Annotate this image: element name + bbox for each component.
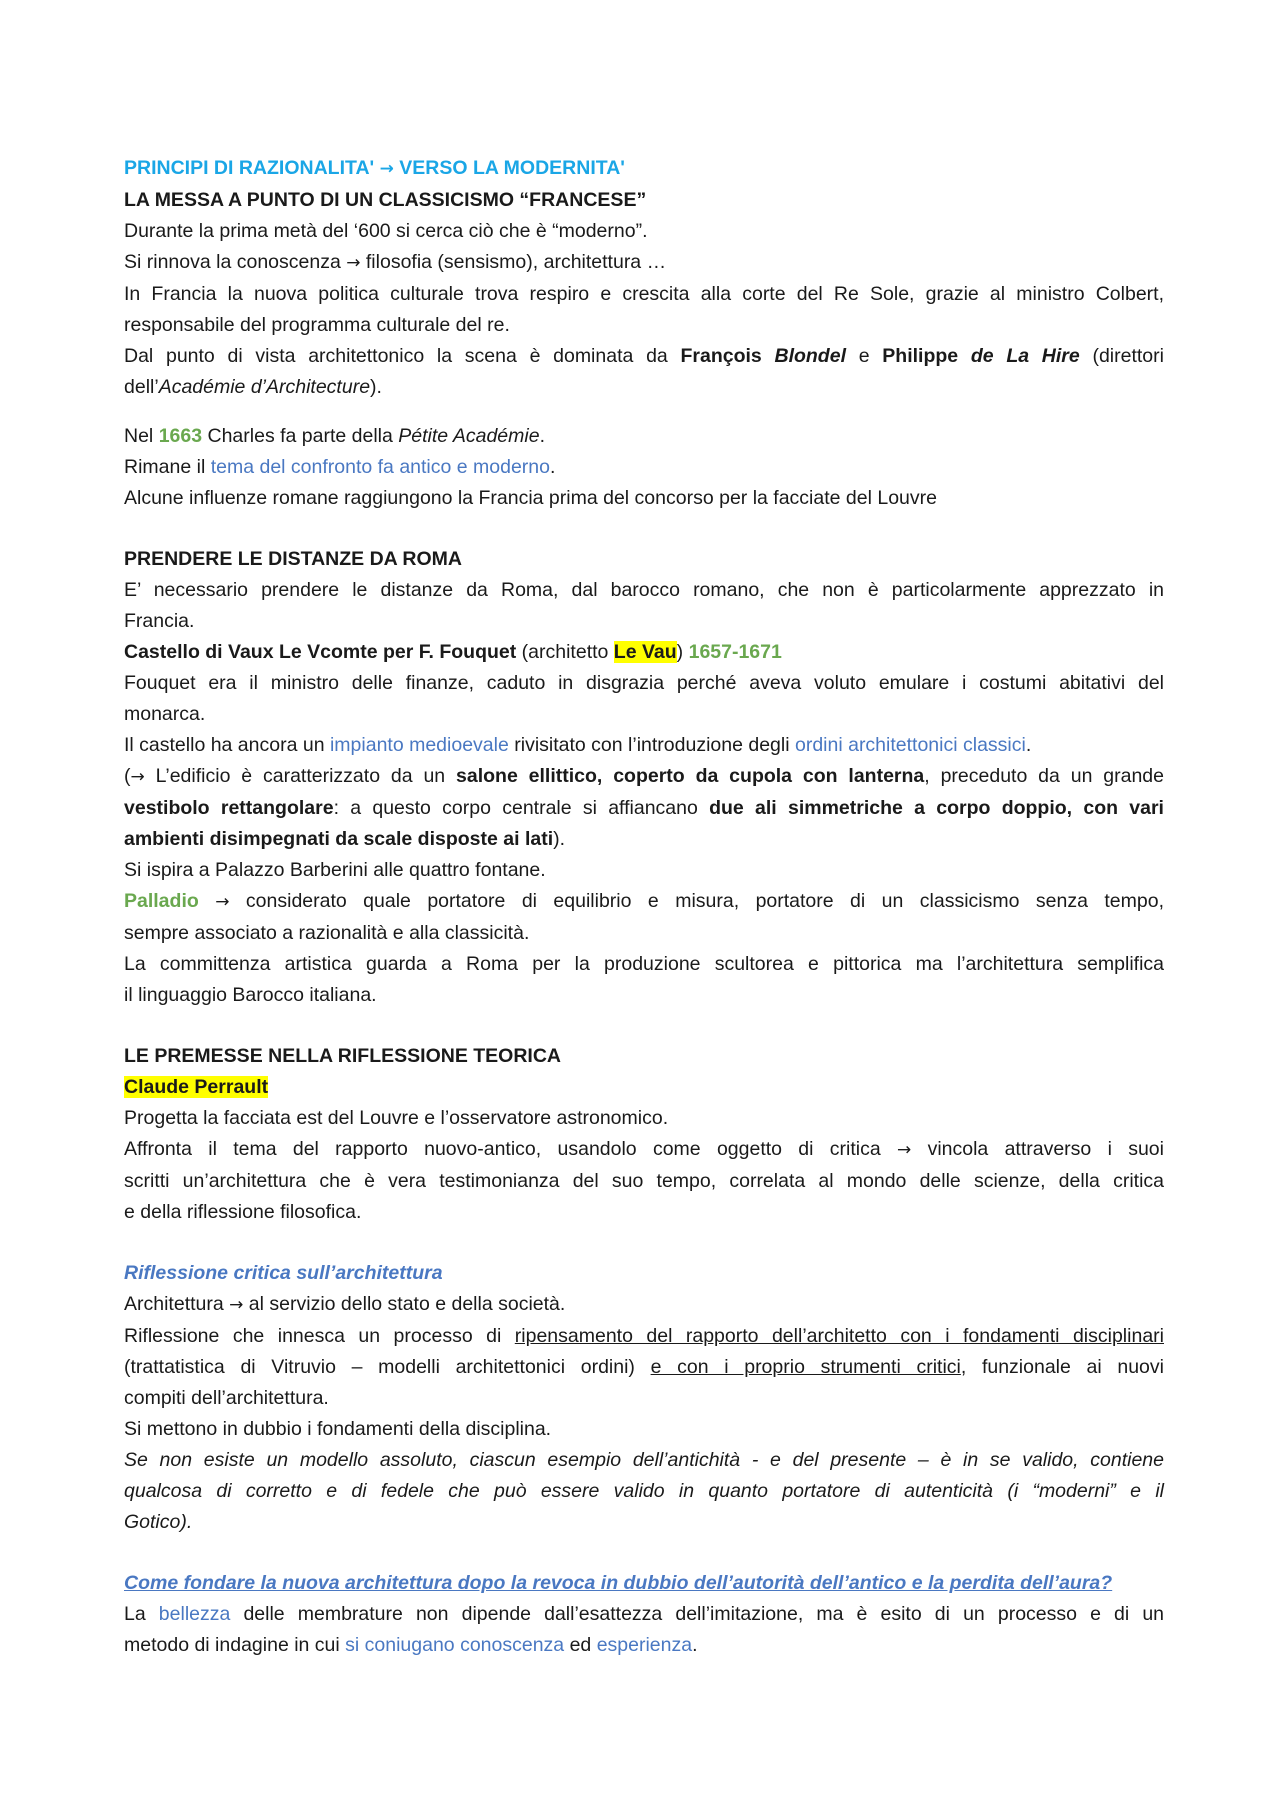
paragraph-line: Alcune influenze romane raggiungono la Francia prima del concorso per la facciate del Louvre <box>124 487 937 509</box>
heading-perrault: Claude Perrault <box>124 1076 269 1098</box>
spacer <box>124 1538 1164 1568</box>
arrow-icon: → <box>229 1295 244 1315</box>
paragraph-line: Nel 1663 Charles fa parte della Pétite Académie. <box>124 425 545 447</box>
year-highlight: 1663 <box>158 425 203 447</box>
paragraph-line: Gotico). <box>124 1511 193 1533</box>
title-part-1: PRINCIPI DI RAZIONALITA' <box>124 157 375 179</box>
paragraph-line: Si rinnova la conoscenza → filosofia (sensismo), architettura … <box>124 251 667 273</box>
paragraph-line: Fouquet era il ministro delle finanze, caduto in disgrazia perché aveva voluto emulare i costumi abitativi del <box>124 672 1164 694</box>
paragraph-line: Il castello ha ancora un impianto medioevale rivisitato con l’introduzione degli ordini architettonici classici. <box>124 734 1032 756</box>
paragraph-line: monarca. <box>124 703 206 725</box>
arrow-icon: → <box>379 159 394 179</box>
arrow-icon: → <box>215 892 230 912</box>
paragraph-line: ambienti disimpegnati da scale disposte ai lati). <box>124 828 566 850</box>
paragraph-line: Se non esiste un modello assoluto, ciascun esempio dell’antichità - e del presente – è in se valido, contiene <box>124 1449 1164 1471</box>
paragraph-line: Dal punto di vista architettonico la scena è dominata da François Blondel e Philippe de La Hire (direttori <box>124 345 1164 367</box>
spacer <box>124 1011 1164 1041</box>
paragraph-line: e della riflessione filosofica. <box>124 1201 362 1223</box>
highlighted-name: Le Vau <box>613 641 677 663</box>
paragraph-line: Castello di Vaux Le Vcomte per F. Fouquet (architetto Le Vau) 1657-1671 <box>124 641 782 663</box>
paragraph-line: Francia. <box>124 610 195 632</box>
paragraph-line: (→ L’edificio è caratterizzato da un salone ellittico, coperto da cupola con lanterna, preceduto da un grande <box>124 765 1165 787</box>
paragraph-line: dell’Académie d’Architecture). <box>124 376 382 398</box>
year-highlight: 1657-1671 <box>688 641 782 663</box>
paragraph-line: E’ necessario prendere le distanze da Roma, dal barocco romano, che non è particolarmente apprezzato in <box>124 579 1164 601</box>
paragraph-line: La bellezza delle membrature non dipende dall’esattezza dell’imitazione, ma è esito di un processo e di un <box>124 1603 1165 1625</box>
heading-premesse: LE PREMESSE NELLA RIFLESSIONE TEORICA <box>124 1045 561 1067</box>
paragraph-line: scritti un’architettura che è vera testimonianza del suo tempo, correlata al mondo delle scienze, della critica <box>124 1170 1164 1192</box>
paragraph-line: metodo di indagine in cui si coniugano conoscenza ed esperienza. <box>124 1634 698 1656</box>
paragraph-line: compiti dell’architettura. <box>124 1387 329 1409</box>
paragraph-line: il linguaggio Barocco italiana. <box>124 984 377 1006</box>
document-page <box>124 153 1164 1661</box>
paragraph-line: La committenza artistica guarda a Roma per la produzione scultorea e pittorica ma l’architettura semplifica <box>124 953 1164 975</box>
spacer <box>124 514 1164 544</box>
paragraph-line: Durante la prima metà del ‘600 si cerca ciò che è “moderno”. <box>124 220 648 242</box>
arrow-icon: → <box>897 1140 912 1160</box>
paragraph-line: Palladio → considerato quale portatore di equilibrio e misura, portatore di un classicismo senza tempo, <box>124 890 1165 912</box>
paragraph-line: Rimane il tema del confronto fa antico e moderno. <box>124 456 556 478</box>
section-title <box>124 153 1164 185</box>
heading-question: Come fondare la nuova architettura dopo la revoca in dubbio dell’autorità dell’antico e la perdita dell’aura? <box>124 1572 1113 1594</box>
heading-riflessione: Riflessione critica sull’architettura <box>124 1262 443 1284</box>
paragraph-line: Riflessione che innesca un processo di ripensamento del rapporto dell’architetto con i fondamenti disciplinari <box>124 1325 1164 1347</box>
paragraph-line: vestibolo rettangolare: a questo corpo centrale si affiancano due ali simmetriche a corpo doppio, con vari <box>124 797 1164 819</box>
paragraph-line: In Francia la nuova politica culturale trova respiro e crescita alla corte del Re Sole, grazie al ministro Colbert, <box>124 283 1164 305</box>
paragraph-line: responsabile del programma culturale del re. <box>124 314 510 336</box>
paragraph-line: Si mettono in dubbio i fondamenti della disciplina. <box>124 1418 552 1440</box>
arrow-icon: → <box>346 253 361 273</box>
paragraph-line: Architettura → al servizio dello stato e della società. <box>124 1293 566 1315</box>
paragraph-line: Si ispira a Palazzo Barberini alle quattro fontane. <box>124 859 546 881</box>
paragraph-line: qualcosa di corretto e di fedele che può essere valido in quanto portatore di autenticità (i “moderni” e il <box>124 1480 1164 1502</box>
spacer <box>124 1228 1164 1258</box>
heading-roma: PRENDERE LE DISTANZE DA ROMA <box>124 548 463 570</box>
paragraph-line: sempre associato a razionalità e alla classicità. <box>124 922 530 944</box>
heading-classicismo: LA MESSA A PUNTO DI UN CLASSICISMO “FRANCESE” <box>124 189 647 211</box>
arrow-icon: → <box>130 767 145 787</box>
spacer <box>124 403 1164 421</box>
paragraph-line: (trattatistica di Vitruvio – modelli architettonici ordini) e con i proprio strumenti critici, funzionale ai nuovi <box>124 1356 1164 1378</box>
title-part-2: VERSO LA MODERNITA' <box>399 157 625 179</box>
paragraph-line: Progetta la facciata est del Louvre e l’osservatore astronomico. <box>124 1107 669 1129</box>
paragraph-line: Affronta il tema del rapporto nuovo-antico, usandolo come oggetto di critica → vincola attraverso i suoi <box>124 1138 1164 1160</box>
